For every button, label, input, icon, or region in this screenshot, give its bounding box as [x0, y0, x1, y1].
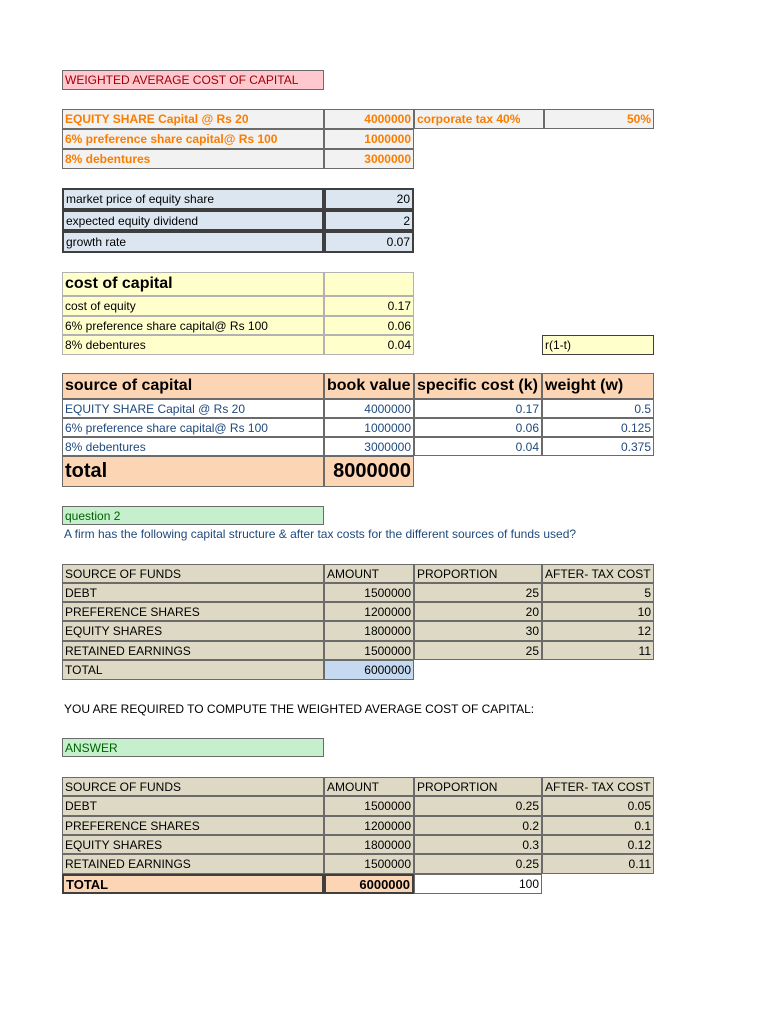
question2-text: A firm has the following capital structure & after tax costs for the different sources of funds used?: [64, 527, 577, 541]
equity-info-value: 20: [324, 188, 414, 210]
answer-cell: 0.11: [542, 854, 654, 874]
q2-cell: 25: [414, 641, 542, 660]
q2-cell: 12: [542, 621, 654, 641]
equity-info-value: 0.07: [324, 231, 414, 253]
equity-info-label: expected equity dividend: [62, 210, 324, 231]
capital-value-preference: 1000000: [324, 129, 414, 149]
answer-cell: 0.12: [542, 835, 654, 854]
answer-cell: 0.1: [542, 816, 654, 835]
q2-cell: 1500000: [324, 583, 414, 602]
equity-info-label: growth rate: [62, 231, 324, 253]
source-cell: EQUITY SHARE Capital @ Rs 20: [62, 399, 324, 418]
answer-header: SOURCE OF FUNDS: [62, 777, 324, 796]
q2-cell: 1200000: [324, 602, 414, 621]
answer-cell: 0.2: [414, 816, 542, 835]
q2-cell: 20: [414, 602, 542, 621]
q2-cell: 11: [542, 641, 654, 660]
total-label: total: [62, 456, 324, 487]
answer-cell: 0.05: [542, 796, 654, 816]
specific-cost-cell: 0.06: [414, 418, 542, 437]
answer-header: PROPORTION: [414, 777, 542, 796]
cost-label: 6% preference share capital@ Rs 100: [62, 316, 324, 335]
q2-cell: DEBT: [62, 583, 324, 602]
q2-cell: 1800000: [324, 621, 414, 641]
specific-cost-cell: 0.04: [414, 437, 542, 456]
specific-cost-header: specific cost (k): [414, 373, 542, 399]
weight-cell: 0.5: [542, 399, 654, 418]
q2-cell: EQUITY SHARES: [62, 621, 324, 641]
capital-value-debentures: 3000000: [324, 149, 414, 169]
q2-header: SOURCE OF FUNDS: [62, 564, 324, 583]
q2-cell: 25: [414, 583, 542, 602]
answer-cell: 1200000: [324, 816, 414, 835]
answer-cell: 1800000: [324, 835, 414, 854]
instruction-text: YOU ARE REQUIRED TO COMPUTE THE WEIGHTED AVERAGE COST OF CAPITAL:: [64, 702, 535, 716]
q2-cell: 5: [542, 583, 654, 602]
weight-header: weight (w): [542, 373, 654, 399]
q2-header: PROPORTION: [414, 564, 542, 583]
answer-total-value: 6000000: [324, 874, 414, 894]
sheet-title: WEIGHTED AVERAGE COST OF CAPITAL: [62, 70, 324, 90]
capital-label-equity: EQUITY SHARE Capital @ Rs 20: [62, 109, 324, 129]
cost-value: 0.06: [324, 316, 414, 335]
answer-cell: RETAINED EARNINGS: [62, 854, 324, 874]
weight-cell: 0.375: [542, 437, 654, 456]
capital-label-debentures: 8% debentures: [62, 149, 324, 169]
book-value-cell: 1000000: [324, 418, 414, 437]
q2-cell: 10: [542, 602, 654, 621]
q2-total-label: TOTAL: [62, 660, 324, 680]
weight-cell: 0.125: [542, 418, 654, 437]
book-value-header: book value: [324, 373, 414, 399]
source-header: source of capital: [62, 373, 324, 399]
rt-note: r(1-t): [542, 335, 654, 355]
cost-label: cost of equity: [62, 296, 324, 316]
cost-of-capital-header-blank: [324, 272, 414, 296]
equity-info-label: market price of equity share: [62, 188, 324, 210]
answer-header: AFTER- TAX COST: [542, 777, 654, 796]
answer-cell: 1500000: [324, 796, 414, 816]
capital-label-preference: 6% preference share capital@ Rs 100: [62, 129, 324, 149]
q2-cell: RETAINED EARNINGS: [62, 641, 324, 660]
cost-value: 0.17: [324, 296, 414, 316]
cost-label: 8% debentures: [62, 335, 324, 355]
answer-cell: 0.25: [414, 796, 542, 816]
q2-total-value: 6000000: [324, 660, 414, 680]
source-cell: 6% preference share capital@ Rs 100: [62, 418, 324, 437]
book-value-cell: 3000000: [324, 437, 414, 456]
cost-of-capital-header: cost of capital: [62, 272, 324, 296]
source-cell: 8% debentures: [62, 437, 324, 456]
q2-cell: 30: [414, 621, 542, 641]
answer-total-proportion: 100: [414, 874, 542, 894]
answer-header: AMOUNT: [324, 777, 414, 796]
cost-value: 0.04: [324, 335, 414, 355]
q2-header: AMOUNT: [324, 564, 414, 583]
book-value-cell: 4000000: [324, 399, 414, 418]
answer-cell: 0.25: [414, 854, 542, 874]
specific-cost-cell: 0.17: [414, 399, 542, 418]
answer-total-label: TOTAL: [62, 874, 324, 894]
question2-label: question 2: [62, 506, 324, 525]
equity-info-value: 2: [324, 210, 414, 231]
answer-cell: EQUITY SHARES: [62, 835, 324, 854]
q2-cell: 1500000: [324, 641, 414, 660]
answer-cell: DEBT: [62, 796, 324, 816]
tax-label: corporate tax 40%: [414, 109, 544, 129]
q2-header: AFTER- TAX COST: [542, 564, 654, 583]
answer-cell: 1500000: [324, 854, 414, 874]
capital-value-equity: 4000000: [324, 109, 414, 129]
q2-cell: PREFERENCE SHARES: [62, 602, 324, 621]
total-value: 8000000: [324, 456, 414, 487]
answer-label: ANSWER: [62, 738, 324, 757]
answer-cell: 0.3: [414, 835, 542, 854]
tax-value: 50%: [544, 109, 654, 129]
answer-cell: PREFERENCE SHARES: [62, 816, 324, 835]
